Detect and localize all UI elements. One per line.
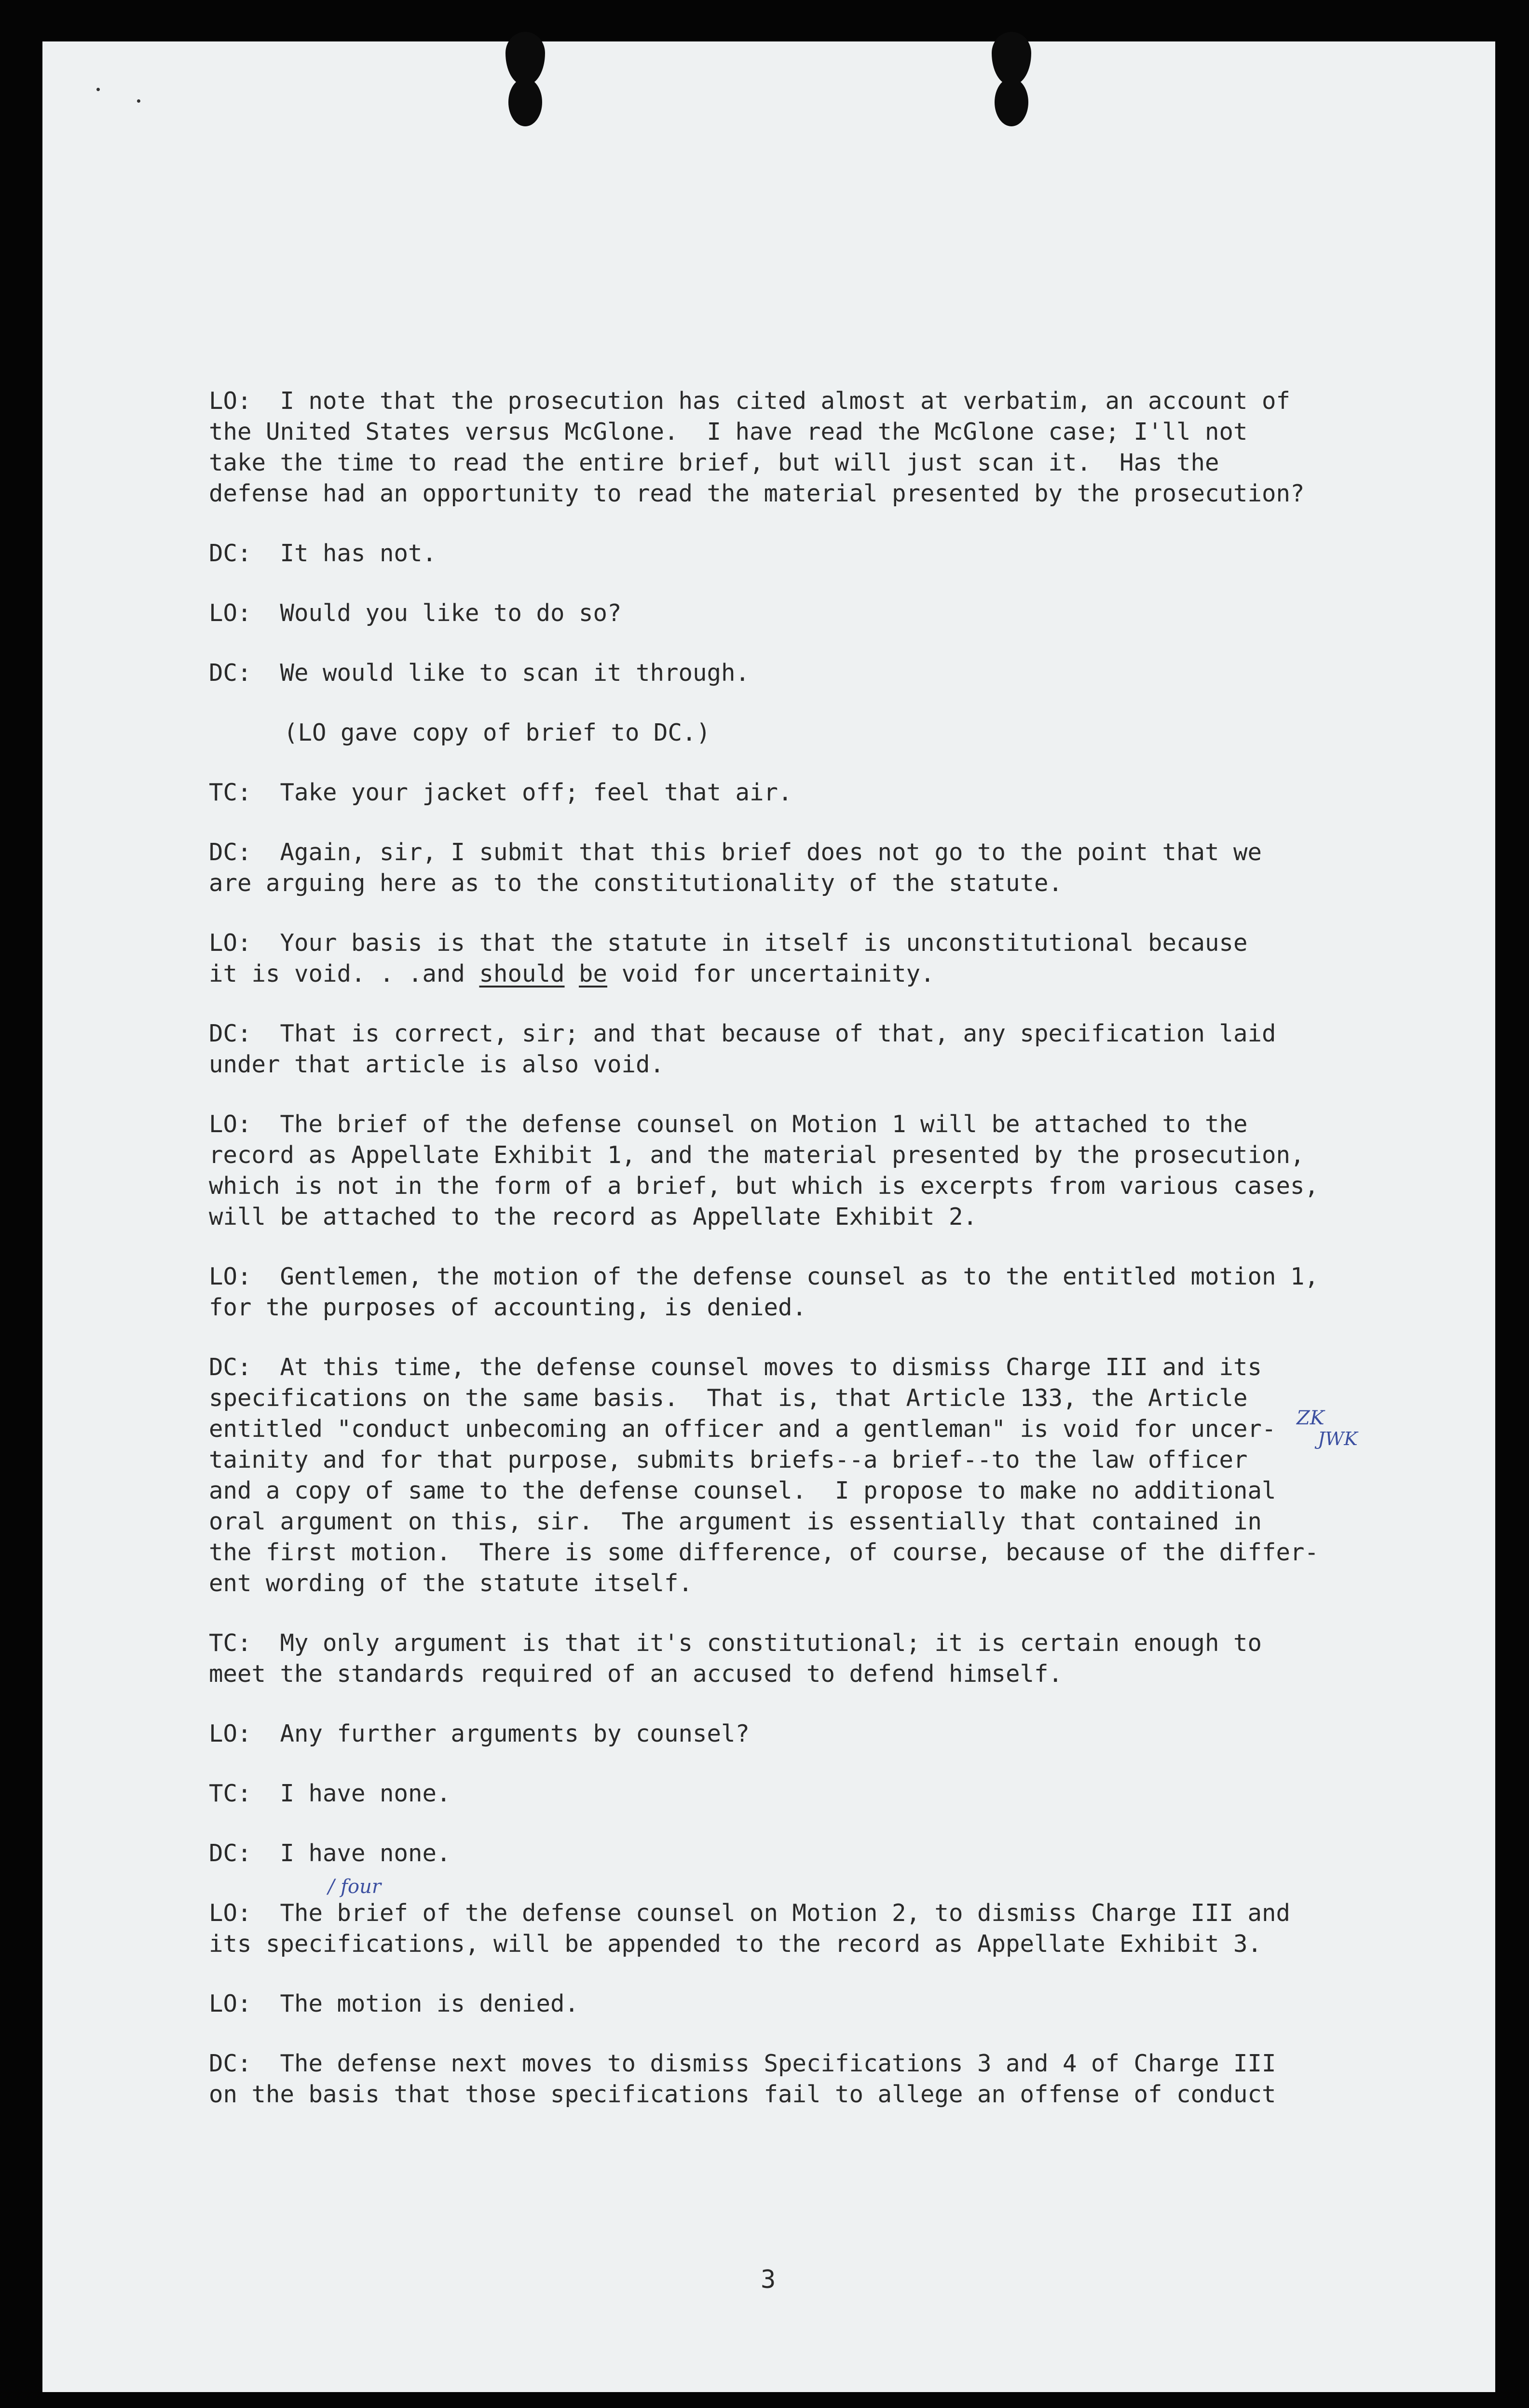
transcript-paragraph — [209, 1261, 1400, 1323]
text-line: the United States versus McGlone. I have read the McGlone case; I'll not — [209, 418, 1248, 446]
text-line: meet the standards required of an accused to defend himself. — [209, 1660, 1063, 1688]
transcript-paragraph — [209, 1018, 1400, 1080]
transcript-paragraph — [209, 598, 1400, 629]
text-segment: it is void. . .and — [209, 960, 479, 988]
text-line: which is not in the form of a brief, but which is excerpts from various cases, — [209, 1172, 1319, 1200]
text-segment: void for uncertainity. — [607, 960, 935, 988]
text-line: take the time to read the entire brief, but will just scan it. Has the — [209, 449, 1219, 476]
transcript-paragraph — [209, 1628, 1400, 1690]
text-line: DC: That is correct, sir; and that because of that, any specification laid — [209, 1020, 1276, 1047]
page-number: 3 — [761, 2265, 776, 2294]
text-line: LO: Gentlemen, the motion of the defense counsel as to the entitled motion 1, — [209, 1263, 1319, 1290]
text-line: entitled "conduct unbecoming an officer and a gentleman" is void for uncer- — [209, 1415, 1276, 1443]
text-line: oral argument on this, sir. The argument is essentially that contained in — [209, 1508, 1262, 1535]
text-line: for the purposes of accounting, is denied. — [209, 1294, 807, 1321]
transcript-paragraph — [209, 1352, 1400, 1599]
text-line: are arguing here as to the constitutionality of the statute. — [209, 869, 1063, 897]
transcript-paragraph — [209, 386, 1400, 509]
transcript-paragraph — [209, 777, 1400, 808]
transcript-paragraph — [209, 658, 1400, 689]
text-line: LO: The brief of the defense counsel on Motion 1 will be attached to the — [209, 1110, 1248, 1138]
transcript-paragraph — [209, 538, 1400, 569]
punch-hole-left — [505, 32, 545, 85]
speck — [137, 99, 140, 103]
text-line: its specifications, will be appended to the record as Appellate Exhibit 3. — [209, 1930, 1262, 1958]
transcript-paragraph — [209, 1109, 1400, 1232]
handwritten-correction: ZK — [1297, 1407, 1324, 1429]
transcript-body — [209, 386, 1400, 2139]
punch-hole-right — [992, 32, 1031, 85]
text-line: ent wording of the statute itself. — [209, 1569, 693, 1597]
transcript-paragraph — [209, 837, 1400, 899]
transcript-paragraph — [209, 928, 1400, 989]
transcript-paragraph — [209, 2048, 1400, 2110]
text-line: TC: My only argument is that it's constitutional; it is certain enough to — [209, 1629, 1262, 1657]
text-line: TC: I have none. — [209, 1780, 451, 1807]
text-line: tainity and for that purpose, submits briefs--a brief--to the law officer — [209, 1446, 1248, 1474]
underlined-word: should — [479, 960, 565, 988]
text-line: TC: Take your jacket off; feel that air. — [209, 779, 792, 806]
text-line: the first motion. There is some difference, of course, because of the differ- — [209, 1539, 1319, 1566]
handwritten-insertion: / four — [328, 1876, 381, 1898]
handwritten-initials: JWK — [1318, 1428, 1358, 1449]
text-line: (LO gave copy of brief to DC.) — [284, 719, 711, 746]
text-line: DC: At this time, the defense counsel moves to dismiss Charge III and its — [209, 1353, 1262, 1381]
text-line: defense had an opportunity to read the material presented by the prosecution? — [209, 480, 1305, 507]
text-line: DC: We would like to scan it through. — [209, 659, 750, 687]
transcript-paragraph — [209, 1778, 1400, 1809]
text-line: and a copy of same to the defense counsel. I propose to make no additional — [209, 1477, 1276, 1504]
text-line: LO: Any further arguments by counsel? — [209, 1720, 750, 1747]
text-line: record as Appellate Exhibit 1, and the material presented by the prosecution, — [209, 1141, 1305, 1169]
text-line: LO: The brief of the defense counsel on Motion 2, to dismiss Charge III and — [209, 1899, 1291, 1927]
transcript-paragraph — [209, 1898, 1400, 1960]
text-line: specifications on the same basis. That is, that Article 133, the Article — [209, 1384, 1248, 1412]
text-line: under that article is also void. — [209, 1051, 665, 1078]
text-line: LO: Would you like to do so? — [209, 599, 622, 627]
text-line: DC: It has not. — [209, 540, 437, 567]
text-line: on the basis that those specifications fail to allege an offense of conduct — [209, 2081, 1276, 2108]
transcript-paragraph — [209, 1989, 1400, 2019]
stage-direction — [209, 717, 1400, 748]
underlined-word: be — [579, 960, 608, 988]
text-segment — [565, 960, 579, 988]
text-line: DC: Again, sir, I submit that this brief does not go to the point that we — [209, 839, 1262, 866]
text-line: LO: I note that the prosecution has cited almost at verbatim, an account of — [209, 387, 1291, 415]
speck — [96, 88, 100, 91]
text-line: DC: I have none. — [209, 1840, 451, 1867]
text-line: DC: The defense next moves to dismiss Specifications 3 and 4 of Charge III — [209, 2050, 1276, 2077]
text-line: will be attached to the record as Appellate Exhibit 2. — [209, 1203, 978, 1231]
text-line: LO: Your basis is that the statute in itself is unconstitutional because — [209, 929, 1248, 957]
text-line: LO: The motion is denied. — [209, 1990, 579, 2017]
text-line — [209, 959, 1400, 989]
transcript-paragraph — [209, 1838, 1400, 1869]
transcript-paragraph — [209, 1718, 1400, 1749]
